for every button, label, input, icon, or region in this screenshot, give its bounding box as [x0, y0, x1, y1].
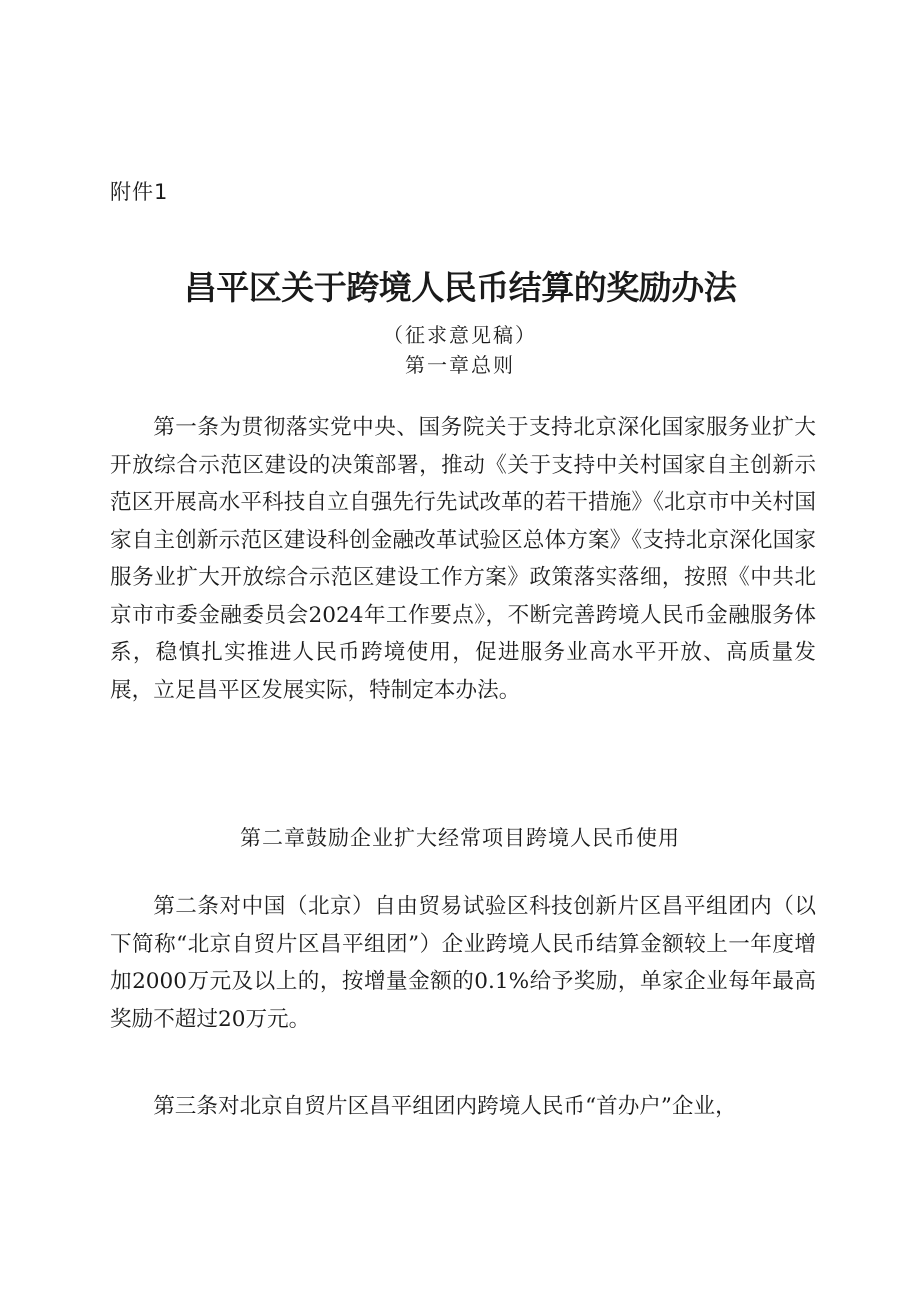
- document-title: 昌平区关于跨境人民币结算的奖励办法: [183, 268, 737, 307]
- draft-note: （征求意见稿）: [383, 323, 537, 347]
- article-2-paragraph: 第二条对中国（北京）自由贸易试验区科技创新片区昌平组团内（以下简称“北京自贸片区昌平组团”）企业跨境人民币结算金额较上一年度增加2000万元及以上的，按增量金额的0.1%给予奖励，单家企业每年最高奖励不超过20万元。: [110, 894, 816, 1032]
- chapter-2-heading: 第二章鼓励企业扩大经常项目跨境人民币使用: [240, 826, 680, 850]
- chapter-1-heading: 第一章总则: [405, 353, 515, 377]
- attachment-label: 附件1: [110, 180, 169, 204]
- article-3-paragraph: 第三条对北京自贸片区昌平组团内跨境人民币“首办户”企业，: [153, 1094, 737, 1119]
- article-1-paragraph: 第一条为贯彻落实党中央、国务院关于支持北京深化国家服务业扩大开放综合示范区建设的决策部署，推动《关于支持中关村国家自主创新示范区开展高水平科技自立自强先行先试改革的若干措施》《北京市中关村国家自主创新示范区建设科创金融改革试验区总体方案》《支持北京深化国家服务业扩大开放综合示范区建设工作方案》政策落实落细，按照《中共北京市市委金融委员会2024年工作要点》，不断完善跨境人民币金融服务体系，稳慎扎实推进人民币跨境使用，促进服务业高水平开放、高质量发展，立足昌平区发展实际，特制定本办法。: [110, 415, 816, 703]
